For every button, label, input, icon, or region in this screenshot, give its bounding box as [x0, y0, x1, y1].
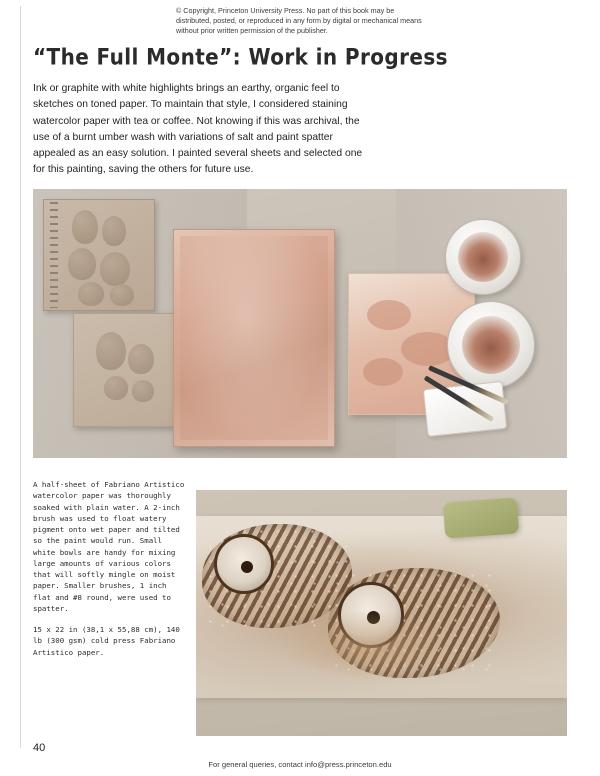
sketch-bird [132, 380, 154, 402]
caption-paragraph-2: 15 x 22 in (38,1 x 55,88 cm), 140 lb (300 gsm) cold press Fabriano Artistico paper. [33, 625, 180, 657]
footer-contact-note: For general queries, contact info@press.princeton.edu [208, 760, 392, 769]
bowl-wash [458, 232, 508, 282]
palette-tray [423, 381, 508, 437]
sketch-bird [100, 252, 130, 286]
washed-watercolor-sheet [173, 229, 335, 447]
spiral-binding [50, 202, 58, 308]
mixing-bowl [445, 219, 521, 295]
page-number: 40 [33, 742, 46, 754]
bird-eye [241, 561, 253, 573]
sketch-bird [96, 332, 126, 370]
sketch-bird [128, 344, 154, 374]
sketch-bird [68, 248, 96, 280]
loose-sketch-sheet [73, 313, 181, 427]
intro-paragraph: Ink or graphite with white highlights brings an earthy, organic feel to sketches on toned paper. To maintain that style, I considered staining watercolor paper with tea or coffee. Not knowing if this was archival, the use of a burnt umber wash with variations of salt and paint spatter appealed as an easy solution. I painted several sheets and selected one for this painting, saving the others for future use. [33, 83, 363, 176]
copyright-notice: © Copyright, Princeton University Press. No part of this book may be distributed, posted, or reproduced in any form by digital or mechanical means without prior written permission of the publisher. [176, 6, 422, 36]
spiral-sketchbook [43, 199, 155, 311]
painting-detail-photo [196, 490, 567, 736]
photo-caption [33, 479, 185, 658]
sand-texture [282, 610, 452, 682]
sketch-bird [72, 210, 98, 244]
mixing-bowl [447, 301, 535, 389]
sketch-bird [78, 282, 104, 306]
bowl-wash [462, 316, 520, 374]
sketch-bird [102, 216, 126, 246]
caption-paragraph-1: A half-sheet of Fabriano Artistico watercolor paper was thoroughly soaked with plain water. A 2-inch brush was used to float watery pigment onto wet paper and tilted so the paint would run. Small white bowls are handy for mixing large amounts of various colors that will softly mingle on moist paper. Smaller brushes, 1 inch flat and #8 round, were used to spatter. [33, 480, 185, 613]
studio-setup-photo [33, 189, 567, 458]
sketch-bird [110, 284, 134, 306]
paint-shape [363, 358, 403, 386]
page-trim-rule [20, 6, 21, 748]
page-title: “The Full Monte”: Work in Progress [33, 43, 448, 71]
paint-shape [367, 300, 411, 330]
sketch-bird [104, 376, 128, 400]
bird-head-left [214, 534, 274, 594]
green-sponge [443, 497, 519, 538]
